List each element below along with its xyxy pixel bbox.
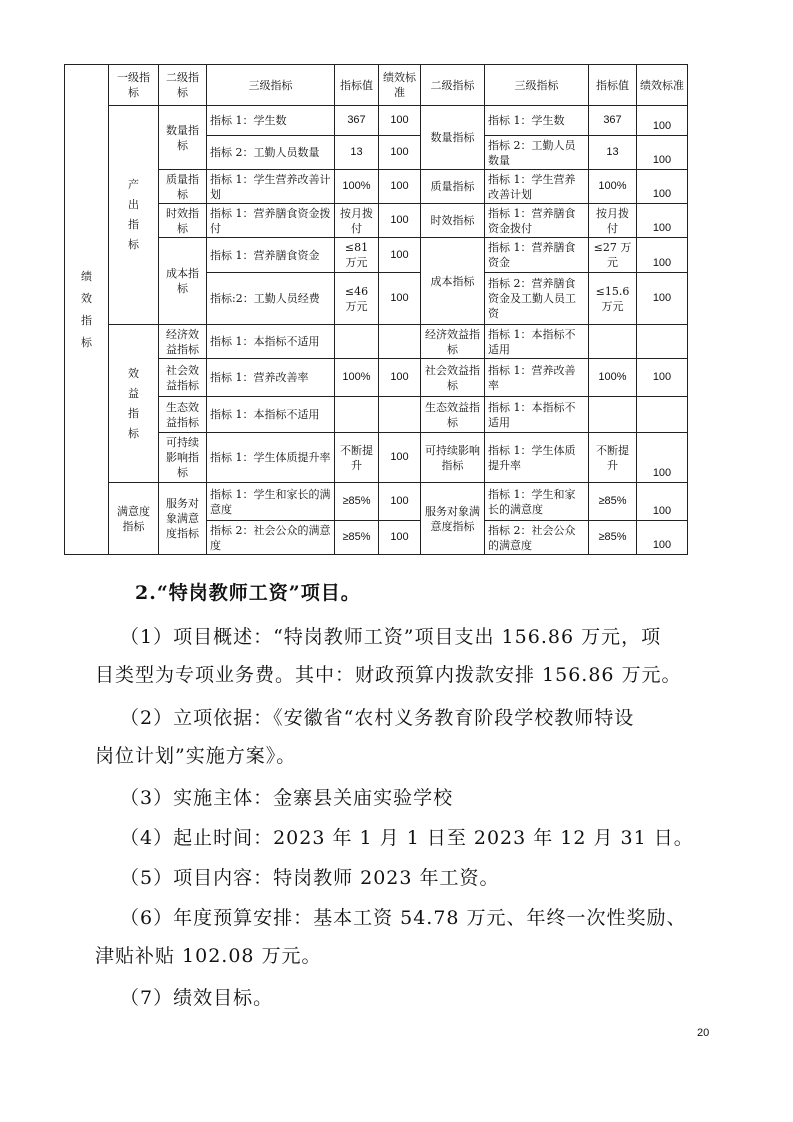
value-cell-right: ≤15.6 万元 — [589, 273, 637, 325]
indicator-cell: 指标:2：工勤人员经费 — [207, 273, 335, 325]
level1-label: 绩效指标 — [81, 269, 92, 349]
indicator-cell-right: 指标 1：学生和家长的满意度 — [485, 483, 589, 521]
standard-cell-right: 100 — [637, 359, 688, 397]
standard-cell-right — [637, 325, 688, 359]
l2-cell-right: 社会效益指标 — [421, 359, 485, 397]
value-cell-right — [589, 325, 637, 359]
standard-cell-right: 100 — [637, 170, 688, 204]
standard-cell-right — [637, 397, 688, 433]
indicator-cell: 指标 2：社会公众的满意度 — [207, 521, 335, 555]
value-cell: 13 — [335, 136, 379, 170]
standard-cell-right: 100 — [637, 204, 688, 238]
standard-cell-right: 100 — [637, 136, 688, 170]
value-cell — [335, 397, 379, 433]
standard-cell-right: 100 — [637, 238, 688, 273]
value-cell-right: ≤27 万元 — [589, 238, 637, 273]
indicator-cell: 指标 1：学生营养改善计划 — [207, 170, 335, 204]
standard-cell: 100 — [379, 238, 421, 273]
indicator-cell: 指标 1：学生数 — [207, 106, 335, 136]
value-cell: 100% — [335, 170, 379, 204]
header-value-right: 指标值 — [589, 65, 637, 106]
page-number: 20 — [697, 1027, 710, 1039]
value-cell: ≥85% — [335, 483, 379, 521]
standard-cell-right: 100 — [637, 483, 688, 521]
standard-cell-right: 100 — [637, 106, 688, 136]
paragraph-overview-cont: 目类型为专项业务费。其中：财政预算内拨款安排 156.86 万元。 — [95, 664, 682, 686]
table-row — [65, 170, 688, 204]
indicator-cell-right: 指标 1：营养膳食资金 — [485, 238, 589, 273]
indicator-cell-right: 指标 1：学生体质提升率 — [485, 433, 589, 483]
l2-cell-right: 时效指标 — [421, 204, 485, 238]
table-header-row — [65, 65, 688, 106]
l2-cell: 数量指标 — [159, 106, 207, 170]
paragraph-overview: （1）项目概述：“特岗教师工资”项目支出 156.86 万元，项 — [120, 626, 662, 648]
performance-indicator-table — [64, 64, 688, 555]
indicator-cell: 指标 1：营养改善率 — [207, 359, 335, 397]
table-row — [65, 204, 688, 238]
paragraph-implementer: （3）实施主体：金寨县关庙实验学校 — [120, 787, 454, 809]
l2-cell: 质量指标 — [159, 170, 207, 204]
indicator-cell: 指标 1：营养膳食资金 — [207, 238, 335, 273]
indicator-cell: 指标 1：学生和家长的满意度 — [207, 483, 335, 521]
value-cell: 367 — [335, 106, 379, 136]
paragraph-period: （4）起止时间：2023 年 1 月 1 日至 2023 年 12 月 31 日。 — [120, 827, 694, 849]
paragraph-goals: （7）绩效目标。 — [120, 987, 274, 1009]
indicator-cell-right: 指标 1：学生数 — [485, 106, 589, 136]
header-level2-right: 二级指标 — [421, 65, 485, 106]
value-cell-right: ≥85% — [589, 521, 637, 555]
header-level3: 三级指标 — [207, 65, 335, 106]
indicator-cell-right: 指标 1：本指标不适用 — [485, 325, 589, 359]
paragraph-basis: （2）立项依据：《安徽省“农村义务教育阶段学校教师特设 — [120, 707, 635, 729]
section-heading: 2.“特岗教师工资”项目。 — [135, 582, 361, 604]
value-cell-right: ≥85% — [589, 483, 637, 521]
standard-cell-right: 100 — [637, 273, 688, 325]
l2-cell-right: 数量指标 — [421, 106, 485, 170]
header-level1: 一级指标 — [109, 65, 159, 106]
indicator-cell-right: 指标 1：营养改善率 — [485, 359, 589, 397]
indicator-cell: 指标 1：营养膳食资金拨付 — [207, 204, 335, 238]
table-row — [65, 397, 688, 433]
value-cell-right: 不断提升 — [589, 433, 637, 483]
indicator-cell: 指标 2：工勤人员数量 — [207, 136, 335, 170]
header-standard-right: 绩效标准 — [637, 65, 688, 106]
value-cell-right: 13 — [589, 136, 637, 170]
value-cell: ≤81 万元 — [335, 238, 379, 273]
value-cell — [335, 325, 379, 359]
standard-cell: 100 — [379, 204, 421, 238]
standard-cell-right: 100 — [637, 433, 688, 483]
l2-cell-right: 质量指标 — [421, 170, 485, 204]
value-cell: 按月拨付 — [335, 204, 379, 238]
l2-cell-right: 经济效益指标 — [421, 325, 485, 359]
header-level2: 二级指标 — [159, 65, 207, 106]
table-row — [65, 433, 688, 483]
standard-cell: 100 — [379, 170, 421, 204]
table-row — [65, 483, 688, 521]
header-value: 指标值 — [335, 65, 379, 106]
standard-cell: 100 — [379, 433, 421, 483]
l2-cell: 时效指标 — [159, 204, 207, 238]
value-cell-right: 367 — [589, 106, 637, 136]
l2-cell-right: 可持续影响指标 — [421, 433, 485, 483]
standard-cell-right: 100 — [637, 521, 688, 555]
l2-cell-right: 服务对象满意度指标 — [421, 483, 485, 555]
table-row — [65, 359, 688, 397]
value-cell: ≤46 万元 — [335, 273, 379, 325]
indicator-cell-right: 指标 2：营养膳食资金及工勤人员工资 — [485, 273, 589, 325]
indicator-cell-right: 指标 2：工勤人员数量 — [485, 136, 589, 170]
indicator-cell-right: 指标 1：本指标不适用 — [485, 397, 589, 433]
paragraph-basis-cont: 岗位计划”实施方案》。 — [95, 745, 297, 767]
value-cell: ≥85% — [335, 521, 379, 555]
standard-cell: 100 — [379, 521, 421, 555]
standard-cell — [379, 325, 421, 359]
group-benefit: 效益指标 — [109, 325, 159, 483]
group-output: 产出指标 — [109, 106, 159, 325]
header-level3-right: 三级指标 — [485, 65, 589, 106]
value-cell: 100% — [335, 359, 379, 397]
standard-cell: 100 — [379, 136, 421, 170]
group-satisfaction: 满意度指标 — [109, 483, 159, 555]
table-row — [65, 238, 688, 273]
paragraph-budget-cont: 津贴补贴 102.08 万元。 — [95, 945, 322, 967]
value-cell-right — [589, 397, 637, 433]
indicator-cell-right: 指标 2：社会公众的满意度 — [485, 521, 589, 555]
l2-cell: 成本指标 — [159, 238, 207, 325]
paragraph-budget: （6）年度预算安排：基本工资 54.78 万元、年终一次性奖励、 — [120, 907, 687, 929]
table-row — [65, 325, 688, 359]
standard-cell: 100 — [379, 483, 421, 521]
value-cell-right: 按月拨付 — [589, 204, 637, 238]
standard-cell — [379, 397, 421, 433]
l2-cell: 服务对象满意度指标 — [159, 483, 207, 555]
value-cell: 不断提升 — [335, 433, 379, 483]
standard-cell: 100 — [379, 106, 421, 136]
standard-cell: 100 — [379, 359, 421, 397]
l2-cell: 社会效益指标 — [159, 359, 207, 397]
standard-cell: 100 — [379, 273, 421, 325]
value-cell-right: 100% — [589, 170, 637, 204]
indicator-cell-right: 指标 1：学生营养改善计划 — [485, 170, 589, 204]
level1-cell — [65, 65, 109, 555]
header-standard: 绩效标准 — [379, 65, 421, 106]
l2-cell-right: 生态效益指标 — [421, 397, 485, 433]
value-cell-right: 100% — [589, 359, 637, 397]
indicator-cell-right: 指标 1：营养膳食资金拨付 — [485, 204, 589, 238]
indicator-cell: 指标 1：本指标不适用 — [207, 325, 335, 359]
l2-cell-right: 成本指标 — [421, 238, 485, 325]
paragraph-content: （5）项目内容：特岗教师 2023 年工资。 — [120, 867, 500, 889]
indicator-cell: 指标 1：本指标不适用 — [207, 397, 335, 433]
l2-cell: 经济效益指标 — [159, 325, 207, 359]
l2-cell: 生态效益指标 — [159, 397, 207, 433]
l2-cell: 可持续影响指标 — [159, 433, 207, 483]
table-row — [65, 106, 688, 136]
indicator-cell: 指标 1：学生体质提升率 — [207, 433, 335, 483]
